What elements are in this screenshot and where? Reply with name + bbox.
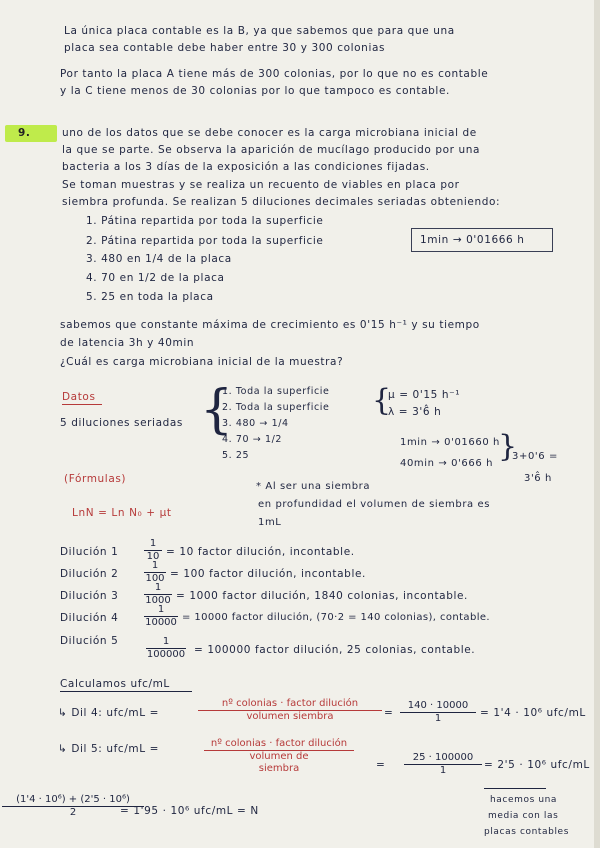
formulas-label: (Fórmulas) [64,473,127,485]
dilution-5-label: Dilución 5 [60,635,119,647]
dilution-4-text: = 10000 factor dilución, (70·2 = 140 colonias), contable. [182,612,491,623]
calc-average-result: = 1'95 · 10⁶ ufc/mL = N [120,805,259,817]
dilution-5-num: 1 [146,636,186,649]
conversion-brace: { [498,429,518,464]
q9-line-6: sabemos que constante máxima de crecimiento es 0'15 h⁻¹ y su tiempo [60,319,480,331]
question-number: 9. [18,127,31,139]
dilution-3-label: Dilución 3 [60,590,119,602]
calc-average-num: (1'4 · 10⁶) + (2'5 · 10⁶) [2,794,144,807]
dilution-1-num: 1 [144,538,162,551]
calc-average-den: 2 [69,807,77,818]
calc-dil4-result: = 1'4 · 10⁶ ufc/mL [480,707,586,719]
params-brace: { [372,383,392,418]
note-line-2: en profundidad el volumen de siembra es [258,499,491,510]
calc-dil5-values-num: 25 · 100000 [404,752,482,765]
dilution-3-num: 1 [144,582,172,595]
dilution-4-num: 1 [144,604,178,617]
dilution-1-label: Dilución 1 [60,546,119,558]
calc-dil4-label: ↳ Dil 4: ufc/mL = [58,707,160,719]
calc-title-underline [60,691,192,692]
calc-dil4-values-num: 140 · 10000 [400,700,476,713]
intro-line-2: placa sea contable debe haber entre 30 y 300 colonias [64,42,386,54]
datos-list-4: 4. 70 → 1/2 [222,434,283,445]
q9-line-2: la que se parte. Se observa la aparición de mucílago producido por una [62,144,481,156]
dilution-2-den: 100 [145,573,165,584]
page-edge [594,0,600,848]
calc-dil4-formula-den: volumen siembra [246,711,334,722]
datos-list-2: 2. Toda la superficie [222,402,330,413]
note-line-1: * Al ser una siembra [256,481,371,492]
calc-dil5-formula [204,738,354,775]
conversion-sum: 3+0'6 = [512,451,558,462]
datos-brace: { [200,380,234,440]
conversion-box-text: 1min → 0'01666 h [420,234,525,246]
dilution-4-fraction [144,604,178,629]
calc-dil5-formula-num: nº colonias · factor dilución [204,738,354,751]
calc-dil4-values-den: 1 [434,713,442,724]
calc-dil5-result: = 2'5 · 10⁶ ufc/mL [484,759,590,771]
dilution-3-text: = 1000 factor dilución, 1840 colonias, incontable. [176,590,468,602]
intro-line-1: La única placa contable es la B, ya que sabemos que para que una [64,25,455,37]
calc-dil5-formula-den1: volumen de [249,751,309,762]
dilution-4-den: 10000 [145,617,177,628]
q9-item-2: 2. Pátina repartida por toda la superficie [86,235,324,247]
calc-dil5-formula-den2: siembra [258,763,300,774]
equals-sign-1: = [384,707,394,719]
calc-dil5-label: ↳ Dil 5: ufc/mL = [58,743,160,755]
calc-dil5-values [404,752,482,777]
calc-dil4-formula [198,698,382,723]
side-note-underline [484,788,546,789]
param-mu: μ = 0'15 h⁻¹ [388,389,461,401]
highlight-mark [5,125,57,142]
dilution-1-den: 10 [146,551,160,562]
q9-line-5: siembra profunda. Se realizan 5 diluciones decimales seriadas obteniendo: [62,196,501,208]
q9-line-7: de latencia 3h y 40min [60,337,195,349]
growth-formula: LnN = Ln N₀ + μt [72,507,172,519]
side-note-2: media con las [488,811,559,821]
datos-list-1: 1. Toda la superficie [222,386,330,397]
calc-dil5-values-den: 1 [439,765,447,776]
dilution-4-label: Dilución 4 [60,612,119,624]
intro-line-3: Por tanto la placa A tiene más de 300 colonias, por lo que no es contable [60,68,489,80]
dilution-5-den: 100000 [146,649,186,660]
q9-item-5: 5. 25 en toda la placa [86,291,214,303]
q9-item-1: 1. Pátina repartida por toda la superficie [86,215,324,227]
dilution-2-text: = 100 factor dilución, incontable. [170,568,366,580]
calc-title: Calculamos ufc/mL [60,678,170,690]
calc-dil4-values [400,700,476,725]
datos-underline [62,404,102,405]
q9-line-1: uno de los datos que se debe conocer es la carga microbiana inicial de [62,127,477,139]
datos-title: Datos [62,391,96,403]
q9-line-4: Se toman muestras y se realiza un recuento de viables en placa por [62,179,460,191]
dilution-2-label: Dilución 2 [60,568,119,580]
note-line-3: 1mL [258,517,282,528]
dilution-3-den: 1000 [145,595,171,606]
conversion-2: 40min → 0'666 h [400,458,494,469]
q9-question: ¿Cuál es carga microbiana inicial de la muestra? [60,356,344,368]
equals-sign-2: = [376,759,386,771]
conversion-result: 3'6̂ h [524,473,552,484]
calc-dil4-formula-num: nº colonias · factor dilución [198,698,382,711]
dilution-5-fraction [146,636,186,661]
q9-item-3: 3. 480 en 1/4 de la placa [86,253,232,265]
side-note-3: placas contables [484,827,569,837]
conversion-1: 1min → 0'01660 h [400,437,500,448]
datos-list-5: 5. 25 [222,450,250,461]
dilution-1-text: = 10 factor dilución, incontable. [166,546,355,558]
dilution-5-text: = 100000 factor dilución, 25 colonias, contable. [194,644,476,656]
datos-subtitle: 5 diluciones seriadas [60,417,183,429]
datos-list-3: 3. 480 → 1/4 [222,418,289,429]
q9-line-3: bacteria a los 3 días de la exposición a las condiciones fijadas. [62,161,430,173]
q9-item-4: 4. 70 en 1/2 de la placa [86,272,225,284]
param-lambda: λ = 3'6̂ h [388,406,442,418]
side-note-1: hacemos una [490,795,558,805]
dilution-2-num: 1 [144,560,166,573]
intro-line-4: y la C tiene menos de 30 colonias por lo que tampoco es contable. [60,85,450,97]
